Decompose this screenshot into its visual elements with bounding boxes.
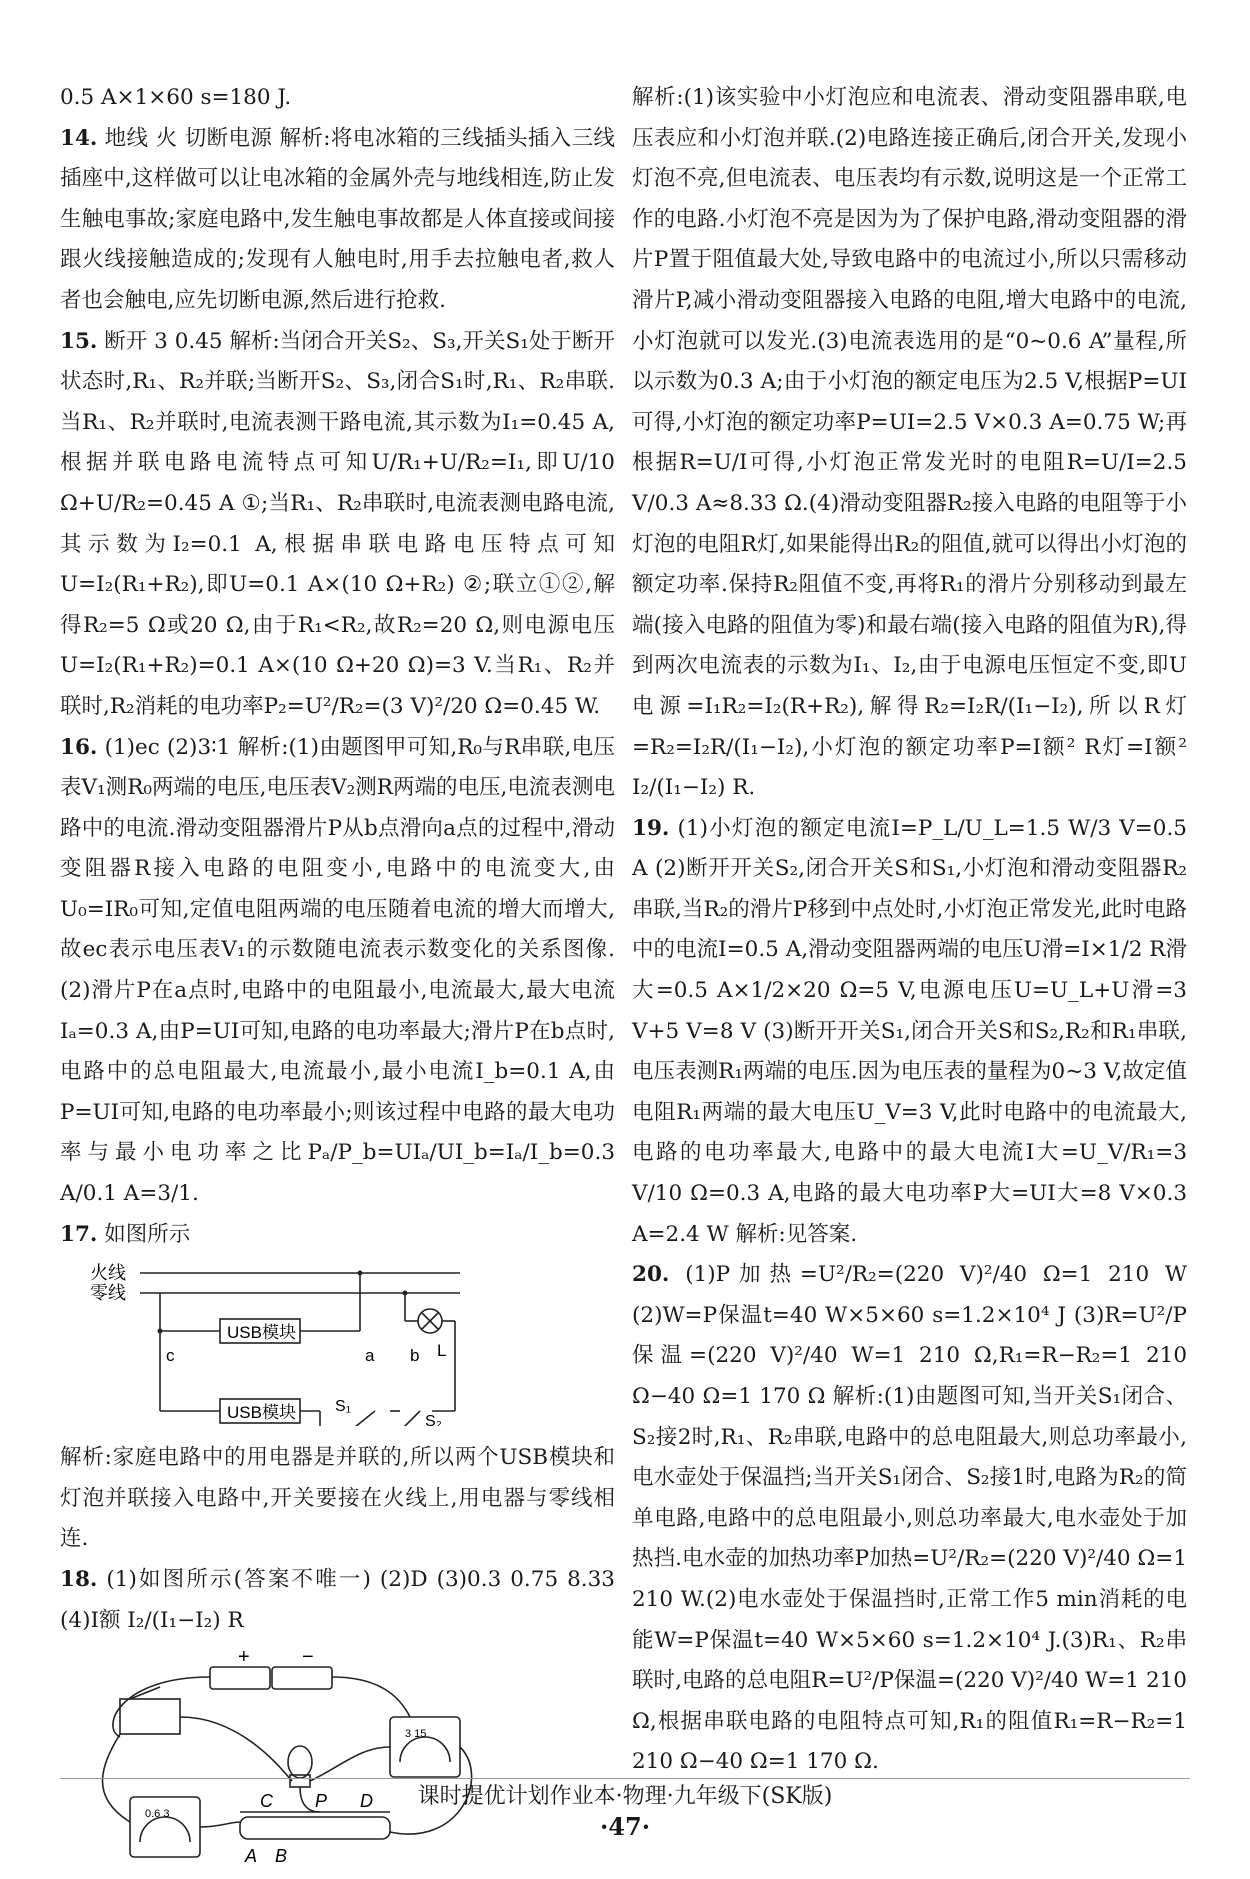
answer-16-text: (1)ec (2)3∶1 解析:(1)由题图甲可知,R₀与R串联,电压表V₁测R₀两端的电压,电压表V₂测R两端的电压,电流表测电路中的电流.滑动变阻器滑片P从b点滑向a点的过程中,滑动变阻器R接入电路的电阻变小,电路中的电流变大,由U₀=IR₀可知,定值电阻两端的电压随着电流的增大而增大,故ec表示电压表V₁的示数随电流表示数变化的关系图像.(2)滑片P在a点时,电路中的电阻最小,电流最大,最大电流Iₐ=0.3 A,由P=UI可知,电路的电功率最大;滑片P在b点时,电路中的总电阻最大,电流最小,最小电流I_b=0.1 A,由P=UI可知,电路的电功率最小;则该过程中电路的最大电功率与最小电功率之比Pₐ/P_b=UIₐ/UI_b=Iₐ/I_b=0.3 A/0.1 A=3/1. — [60, 734, 615, 1207]
usb-module-label-1: USB模块 — [227, 1323, 296, 1343]
answer-19-number: 19. — [632, 815, 670, 841]
answer-14 — [60, 119, 615, 322]
neutral-wire-label: 零线 — [90, 1283, 126, 1304]
live-wire-label: 火线 — [90, 1263, 126, 1284]
circuit-diagram-17 — [60, 1261, 615, 1430]
answer-16 — [60, 728, 615, 1215]
answer-18-number: 18. — [60, 1567, 98, 1592]
answer-18-text: (1)如图所示(答案不唯一) (2)D (3)0.3 0.75 8.33 (4)I额 I₂/(I₁−I₂) R — [60, 1567, 615, 1633]
left-column — [60, 78, 615, 1879]
answer-20 — [632, 1255, 1187, 1783]
rheostat-terminal-a-label: A — [245, 1846, 258, 1867]
footer-title: 课时提优计划作业本·物理·九年级下(SK版) — [417, 1784, 833, 1809]
answer-19 — [632, 809, 1187, 1256]
footer-divider — [60, 1778, 1190, 1779]
answer-17-analysis: 解析:家庭电路中的用电器是并联的,所以两个USB模块和灯泡并联接入电路中,开关要接在火线上,用电器与零线相连. — [60, 1445, 615, 1552]
answer-13-tail: 0.5 A×1×60 s=180 J. — [60, 85, 292, 110]
page-number: ·47· — [599, 1812, 651, 1841]
answer-17 — [60, 1215, 615, 1256]
terminal-a-label: a — [365, 1346, 375, 1366]
answer-14-text: 地线 火 切断电源 解析:将电冰箱的三线插头插入三线插座中,这样做可以让电冰箱的金属外壳与地线相连,防止发生触电事故;家庭电路中,发生触电事故都是人体直接或间接跟火线接触造成的;发现有人触电时,用手去拉触电者,救人者也会触电,应先切断电源,然后进行抢救. — [60, 125, 616, 313]
voltmeter-scale-label: 3 15 — [405, 1728, 427, 1741]
terminal-b-label: b — [410, 1346, 420, 1366]
battery-minus-label: − — [302, 1647, 314, 1669]
lamp-label: L — [437, 1341, 447, 1361]
rheostat-slider-label: P — [315, 1791, 328, 1812]
answer-17-text: 如图所示 — [104, 1221, 191, 1247]
rheostat-terminal-c-label: C — [260, 1791, 273, 1812]
switch-s1-label: S₁ — [335, 1398, 352, 1416]
rheostat-terminal-b-label: B — [275, 1846, 288, 1867]
answer-15-text: 断开 3 0.45 解析:当闭合开关S₂、S₃,开关S₁处于断开状态时,R₁、R₂并联;当断开S₂、S₃,闭合S₁时,R₁、R₂串联.当R₁、R₂并联时,电流表测干路电流,其示数为I₁=0.45 A,根据并联电路电流特点可知U/R₁+U/R₂=I₁,即U/10 Ω+U/R₂=0.45 A ①;当R₁、R₂串联时,电流表测电路电流,其示数为I₂=0.1 A,根据串联电路电压特点可知U=I₂(R₁+R₂),即U=0.1 A×(10 Ω+R₂) ②;联立①②,解得R₂=5 Ω或20 Ω,由于R₁<R₂,故R₂=20 Ω,则电源电压U=I₂(R₁+R₂)=0.1 A×(10 Ω+20 Ω)=3 V.当R₁、R₂并联时,R₂消耗的电功率P₂=U²/R₂=(3 V)²/20 Ω=0.45 W. — [60, 328, 615, 719]
answer-20-text: (1)P加热=U²/R₂=(220 V)²/40 Ω=1 210 W (2)W=P保温t=40 W×5×60 s=1.2×10⁴ J (3)R=U²/P保温=(220 V)²/40 W=1 210 Ω,R₁=R−R₂=1 210 Ω−40 Ω=1 170 Ω 解析:(1)由题图可知,当开关S₁闭合、S₂接2时,R₁、R₂串联,电路中的总电阻最大,则总功率最小,电水壶处于保温挡;当开关S₁闭合、S₂接1时,电路为R₂的简单电路,电路中的总电阻最小,则总功率最大,电水壶处于加热挡.电水壶的加热功率P加热=U²/R₂=(220 V)²/40 Ω=1 210 W.(2)电水壶处于保温挡时,正常工作5 min消耗的电能W=P保温t=40 W×5×60 s=1.2×10⁴ J.(3)R₁、R₂串联时,电路的总电阻R=U²/P保温=(220 V)²/40 W=1 210 Ω,根据串联电路的电阻特点可知,R₁的阻值R₁=R−R₂=1 210 Ω−40 Ω=1 170 Ω. — [632, 1262, 1187, 1775]
answer-18-analysis: 解析:(1)该实验中小灯泡应和电流表、滑动变阻器串联,电压表应和小灯泡并联.(2)电路连接正确后,闭合开关,发现小灯泡不亮,但电流表、电压表均有示数,说明这是一个正常工作的电路.小灯泡不亮是因为为了保护电路,滑动变阻器的滑片P置于阻值最大处,导致电路中的电流过小,所以只需移动滑片P,减小滑动变阻器接入电路的电阻,增大电路中的电流,小灯泡就可以发光.(3)电流表选用的是“0~0.6 A”量程,所以示数为0.3 A;由于小灯泡的额定电压为2.5 V,根据P=UI可得,小灯泡的额定功率P=UI=2.5 V×0.3 A=0.75 W;再根据R=U/I可得,小灯泡正常发光时的电阻R=U/I=2.5 V/0.3 A≈8.33 Ω.(4)滑动变阻器R₂接入电路的电阻等于小灯泡的电阻R灯,如果能得出R₂的阻值,就可以得出小灯泡的额定功率.保持R₂阻值不变,再将R₁的滑片分别移动到最左端(接入电路的阻值为零)和最右端(接入电路的阻值为R),得到两次电流表的示数为I₁、I₂,由于电源电压恒定不变,即U电源=I₁R₂=I₂(R+R₂),解得R₂=I₂R/(I₁−I₂),所以R灯=R₂=I₂R/(I₁−I₂),小灯泡的额定功率P=I额² R灯=I额² I₂/(I₁−I₂) R. — [632, 85, 1187, 801]
switch-s2-label: S₂ — [425, 1413, 442, 1427]
answer-15 — [60, 322, 615, 728]
right-column — [632, 78, 1187, 1783]
terminal-c-label: c — [166, 1346, 175, 1366]
answer-14-number: 14. — [60, 125, 98, 151]
answer-15-number: 15. — [60, 328, 98, 354]
answer-20-number: 20. — [632, 1262, 670, 1288]
rheostat-terminal-d-label: D — [360, 1791, 373, 1812]
answer-17-number: 17. — [60, 1221, 98, 1247]
answer-18 — [60, 1560, 615, 1641]
answer-16-number: 16. — [60, 734, 98, 760]
usb-module-label-2: USB模块 — [227, 1403, 296, 1423]
battery-plus-label: + — [238, 1647, 250, 1669]
answer-19-text: (1)小灯泡的额定电流I=P_L/U_L=1.5 W/3 V=0.5 A (2)断开开关S₂,闭合开关S和S₁,小灯泡和滑动变阻器R₂串联,当R₂的滑片P移到中点处时,小灯泡正常发光,此时电路中的电流I=0.5 A,滑动变阻器两端的电压U滑=I×1/2 R滑大=0.5 A×1/2×20 Ω=5 V,电源电压U=U_L+U滑=3 V+5 V=8 V (3)断开开关S₁,闭合开关S和S₂,R₂和R₁串联,电压表测R₁两端的电压.因为电压表的量程为0~3 V,故定值电阻R₁两端的最大电压U_V=3 V,此时电路中的电流最大,电路的电功率最大,电路中的最大电流I大=U_V/R₁=3 V/10 Ω=0.3 A,电路的最大电功率P大=UI大=8 V×0.3 A=2.4 W 解析:见答案. — [632, 815, 1187, 1247]
circuit-diagram-17-svg — [60, 1261, 500, 1426]
ammeter-scale-label: 0.6 3 — [145, 1808, 170, 1821]
